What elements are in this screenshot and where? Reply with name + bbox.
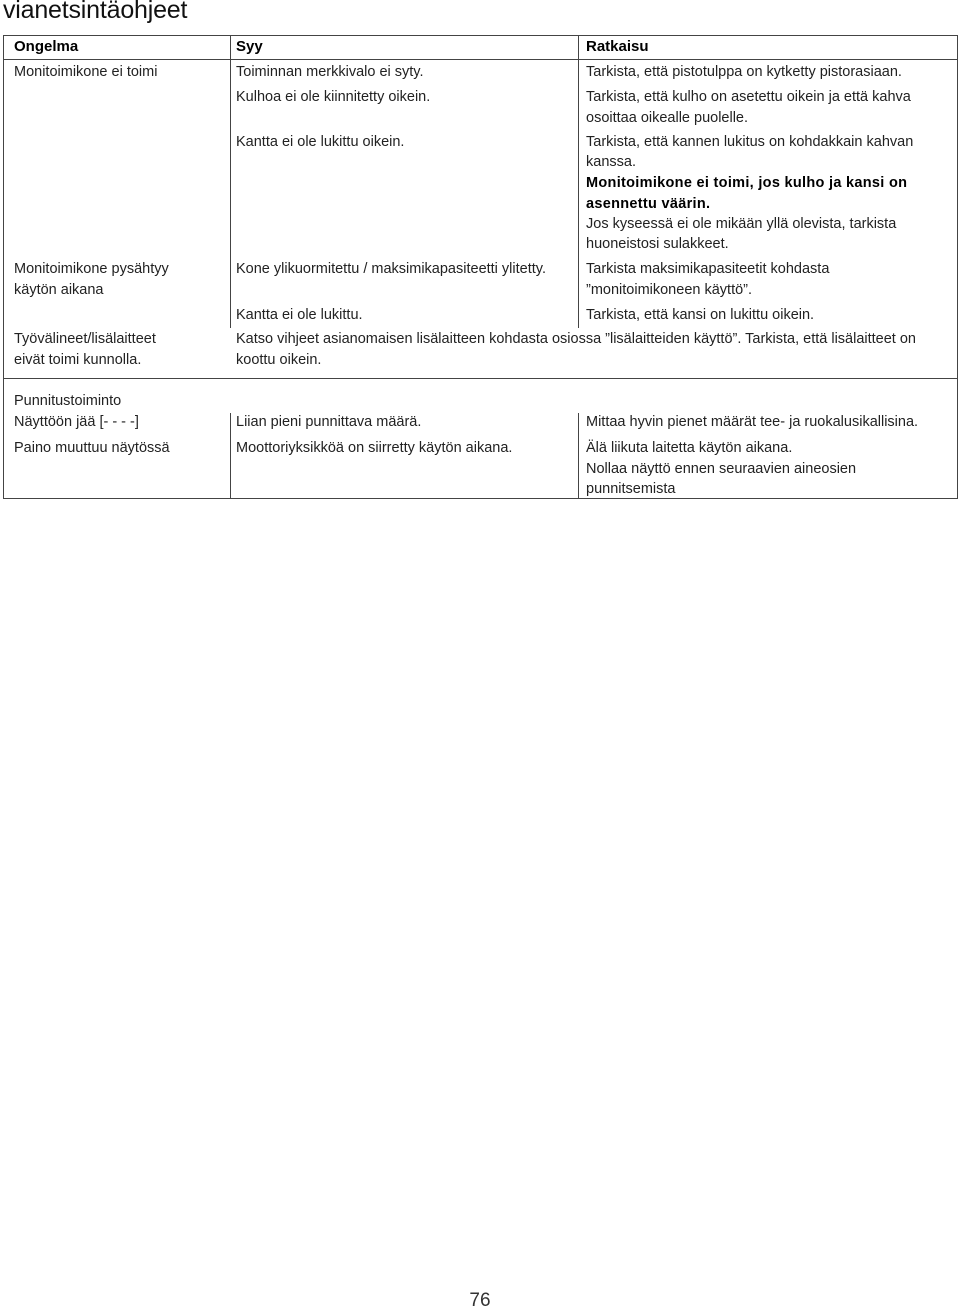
weighing-row2-problem: Paino muuttuu näytössä [14,440,170,456]
row2-solution-line2: osoittaa oikealle puolelle. [586,110,749,126]
weighing-row2-cause: Moottoriyksikköä on siirretty käytön aikana. [236,440,513,456]
row3-warning-line2: asennettu väärin. [586,196,711,212]
row3-warning-line1: Monitoimikone ei toimi, jos kulho ja kansi on [586,175,908,191]
header-divider [3,59,958,60]
weighing-row2-solution-line1: Älä liikuta laitetta käytön aikana. [586,440,793,456]
row5-cause: Kantta ei ole lukittu. [236,307,363,323]
header-solution: Ratkaisu [586,38,649,55]
row3-extra-line2: huoneistosi sulakkeet. [586,236,729,252]
row3-cause: Kantta ei ole lukittu oikein. [236,134,405,150]
row1-solution: Tarkista, että pistotulppa on kytketty pistorasiaan. [586,64,902,80]
weighing-section-title: Punnitustoiminto [14,393,122,409]
row1-problem: Monitoimikone ei toimi [14,64,158,80]
row4-problem-line2: käytön aikana [14,282,104,298]
weighing-row1-solution: Mittaa hyvin pienet määrät tee- ja ruokalusikallisina. [586,414,919,430]
row6-merged-line1: Katso vihjeet asianomaisen lisälaitteen kohdasta osiossa ”lisälaitteiden käyttö”. Tarkista, että lisälaitteet on [236,331,916,347]
row4-problem-line1: Monitoimikone pysähtyy [14,261,169,277]
row3-solution-line1: Tarkista, että kannen lukitus on kohdakkain kahvan [586,134,914,150]
row2-solution-line1: Tarkista, että kulho on asetettu oikein ja että kahva [586,89,911,105]
row6-merged-line2: koottu oikein. [236,352,322,368]
row1-cause: Toiminnan merkkivalo ei syty. [236,64,424,80]
column-divider-2 [578,35,579,328]
section-divider [3,378,958,379]
row4-solution-line1: Tarkista maksimikapasiteetit kohdasta [586,261,830,277]
weighing-row1-problem: Näyttöön jää [- - - -] [14,414,139,430]
page-number: 76 [469,1290,491,1311]
header-problem: Ongelma [14,38,79,55]
row2-cause: Kulhoa ei ole kiinnitetty oikein. [236,89,431,105]
row6-problem-line1: Työvälineet/lisälaitteet [14,331,156,347]
weighing-row2-solution-line3: punnitsemista [586,481,676,497]
row5-solution: Tarkista, että kansi on lukittu oikein. [586,307,815,323]
row4-cause: Kone ylikuormitettu / maksimikapasiteetti ylitetty. [236,261,546,277]
column-divider-1-lower [230,413,231,499]
column-divider-2-lower [578,413,579,499]
column-divider-1 [230,35,231,328]
row4-solution-line2: ”monitoimikoneen käyttö”. [586,282,753,298]
row6-problem-line2: eivät toimi kunnolla. [14,352,142,368]
header-cause: Syy [236,38,263,55]
row3-solution-line2: kanssa. [586,154,636,170]
weighing-row2-solution-line2: Nollaa näyttö ennen seuraavien aineosien [586,461,857,477]
row3-extra-line1: Jos kyseessä ei ole mikään yllä olevista, tarkista [586,216,897,232]
weighing-row1-cause: Liian pieni punnittava määrä. [236,414,422,430]
page-title: vianetsintäohjeet [3,0,188,24]
